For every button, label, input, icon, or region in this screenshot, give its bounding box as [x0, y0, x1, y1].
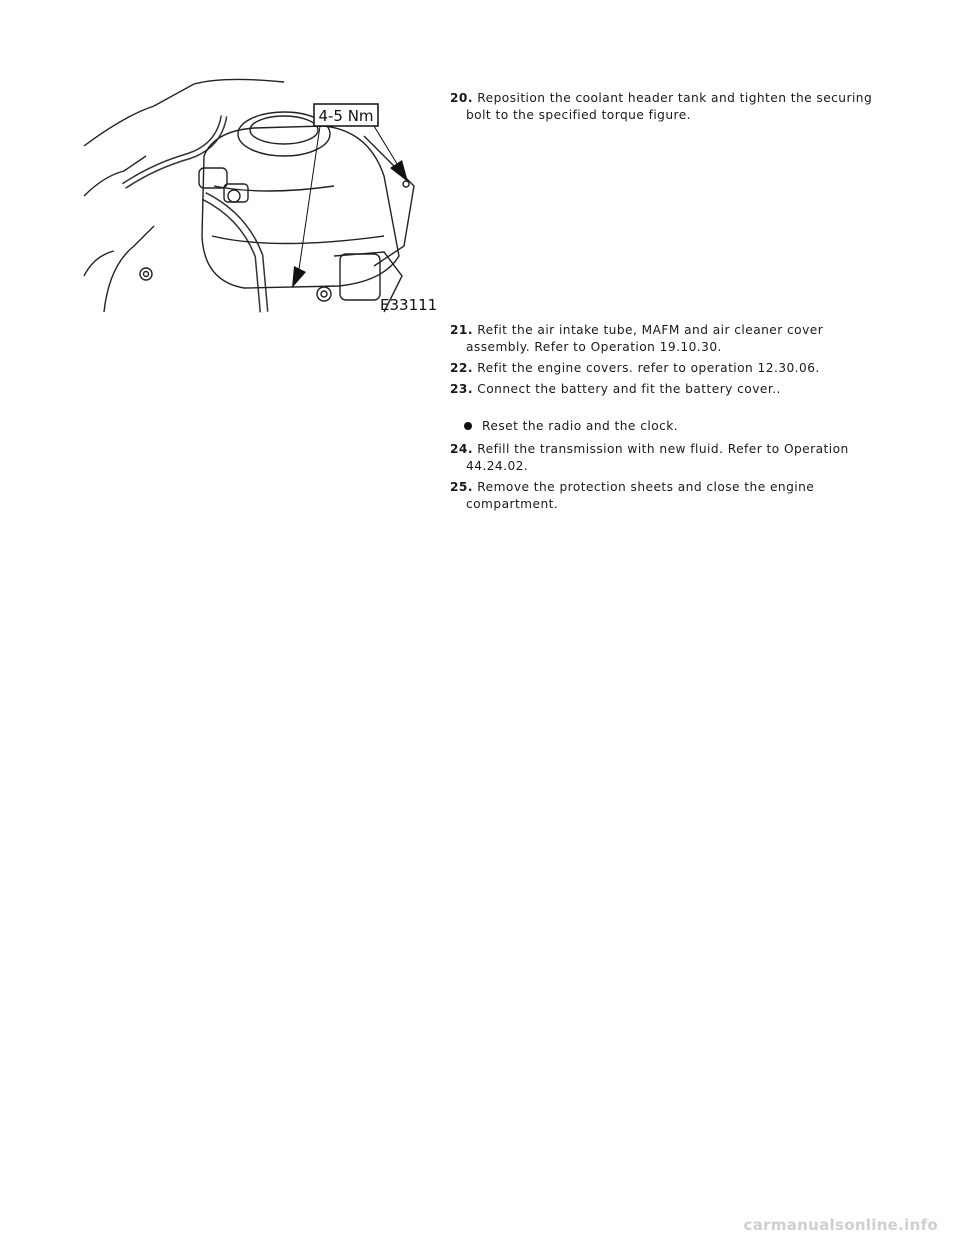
step-number: 23.: [450, 382, 473, 396]
step-22: [450, 360, 890, 377]
step-text: Refill the transmission with new fluid. Refer to Operation: [477, 442, 849, 456]
coolant-tank-illustration: [84, 76, 438, 314]
step-number: 22.: [450, 361, 473, 375]
step-number: 20.: [450, 91, 473, 105]
bullet-icon: [464, 422, 472, 430]
step-23: [450, 381, 890, 398]
bullet-item: [464, 419, 678, 433]
step-text: Refit the air intake tube, MAFM and air cleaner cover: [477, 323, 824, 337]
step-21: [450, 322, 890, 356]
step-25: [450, 479, 890, 513]
step-text-continued: assembly. Refer to Operation 19.10.30.: [466, 340, 722, 354]
torque-label: 4-5 Nm: [318, 107, 374, 125]
step-text-continued: bolt to the specified torque figure.: [466, 108, 691, 122]
step-20: [450, 90, 890, 124]
step-text-continued: 44.24.02.: [466, 459, 529, 473]
step-number: 21.: [450, 323, 473, 337]
step-text-continued: compartment.: [466, 497, 559, 511]
step-number: 25.: [450, 480, 473, 494]
step-text: Remove the protection sheets and close the engine: [477, 480, 815, 494]
step-24: [450, 441, 890, 475]
step-text: Connect the battery and fit the battery cover..: [477, 382, 781, 396]
watermark-link[interactable]: carmanualsonline.info: [743, 1216, 938, 1234]
step-number: 24.: [450, 442, 473, 456]
bullet-text: Reset the radio and the clock.: [482, 419, 679, 433]
step-text: Refit the engine covers. refer to operation 12.30.06.: [477, 361, 820, 375]
step-text: Reposition the coolant header tank and tighten the securing: [477, 91, 873, 105]
figure-code: E33111: [380, 296, 438, 314]
